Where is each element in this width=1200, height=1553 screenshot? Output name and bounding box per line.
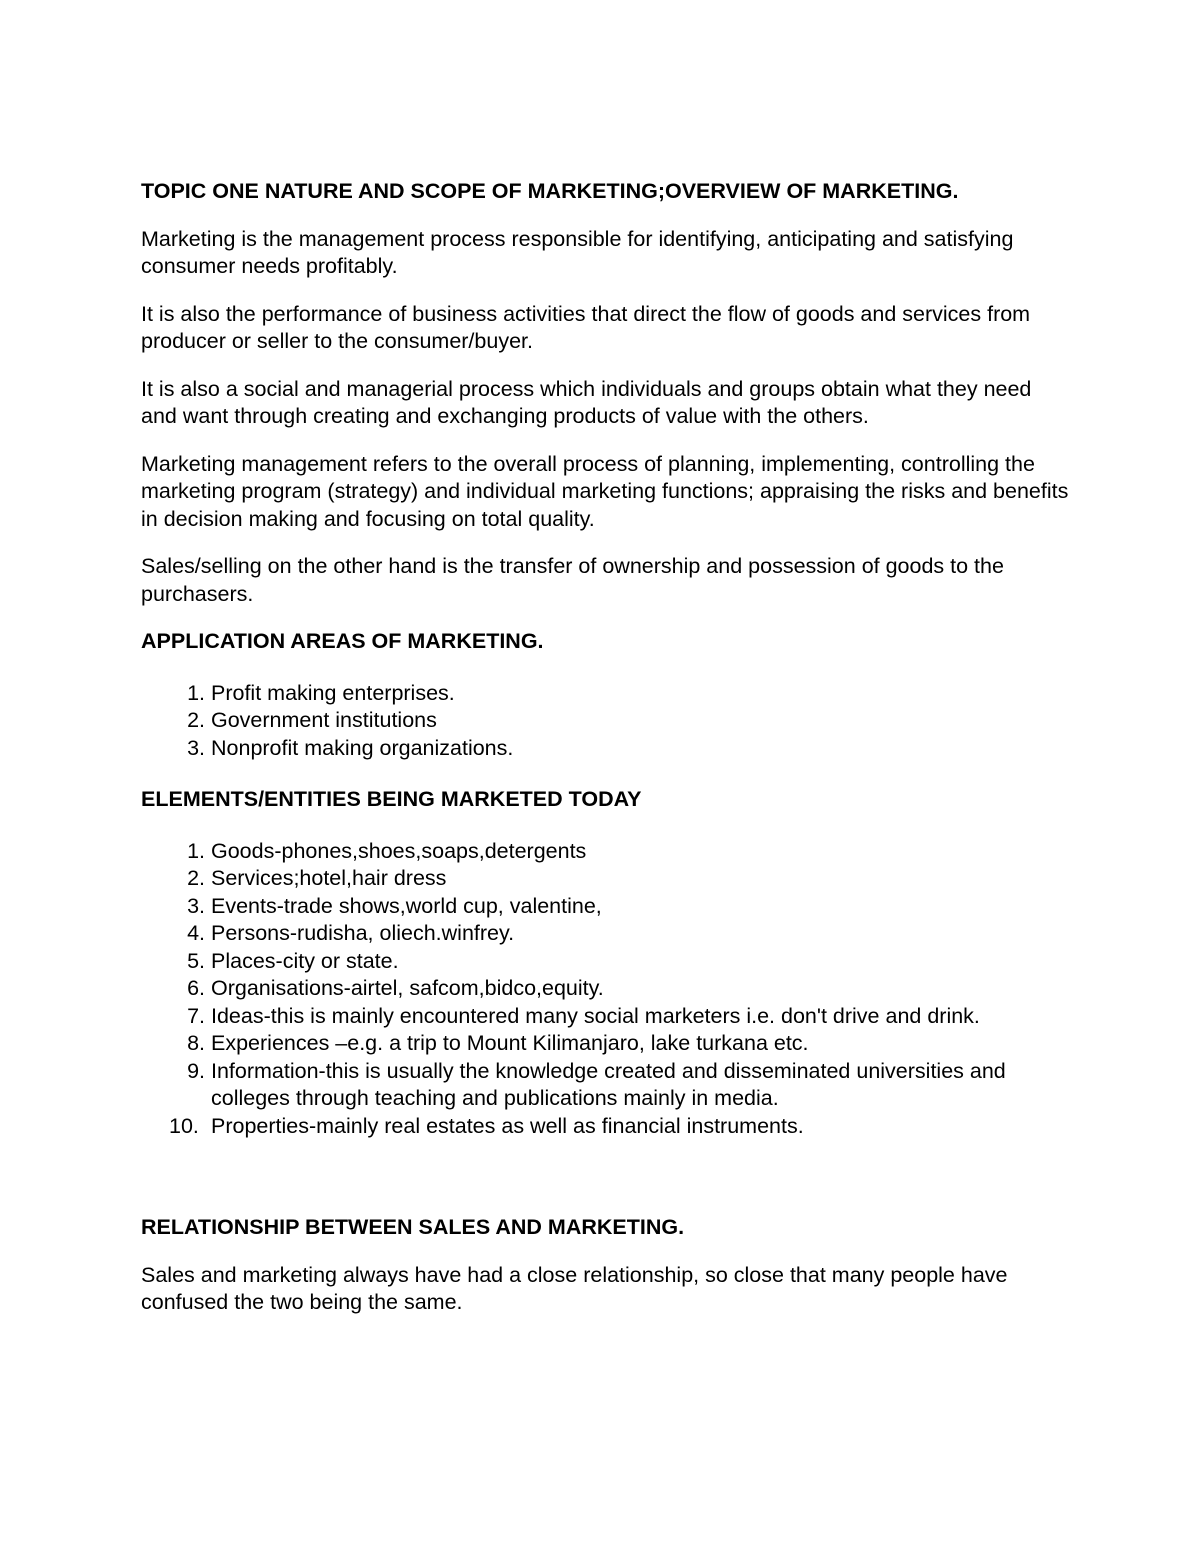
paragraph-sales-marketing: Sales and marketing always have had a close relationship, so close that many people have confused the two being the same. [141, 1262, 1008, 1314]
list-item [141, 1003, 1071, 1031]
paragraph-social-process: It is also a social and managerial process which individuals and groups obtain what they need and want through creating and exchanging products of value with the others. [141, 376, 1032, 428]
list-number: 6. [187, 976, 205, 1000]
section-title-application-areas: APPLICATION AREAS OF MARKETING. [141, 629, 544, 653]
list-item-text: Government institutions [211, 708, 437, 732]
document-page [141, 178, 1071, 1317]
list-item-text: Nonprofit making organizations. [211, 735, 514, 760]
list-item-text: Experiences –e.g. a trip to Mount Kilimanjaro, lake turkana etc. [211, 1031, 809, 1055]
list-item-text: Events-trade shows,world cup, valentine, [211, 893, 602, 918]
paragraph-sales-selling: Sales/selling on the other hand is the transfer of ownership and possession of goods to the purchasers. [141, 554, 1004, 606]
list-item-text: Organisations-airtel, safcom,bidco,equity. [211, 976, 604, 1000]
list-item [141, 680, 1071, 708]
paragraph-marketing-management: Marketing management refers to the overall process of planning, implementing, controlling the marketing program (strategy) and individual marketing functions; appraising the risks and benefits in decision making and focusing on total quality. [141, 451, 1069, 531]
list-number: 8. [187, 1031, 205, 1055]
list-item [141, 975, 1071, 1003]
list-number: 5. [187, 948, 205, 973]
list-number: 3. [187, 735, 205, 760]
list-item [141, 735, 1071, 763]
section-title-sales-marketing-relationship: RELATIONSHIP BETWEEN SALES AND MARKETING. [141, 1215, 685, 1239]
list-item-text: Ideas-this is mainly encountered many social marketers i.e. don't drive and drink. [211, 1003, 980, 1028]
list-item-text: Profit making enterprises. [211, 680, 455, 705]
section-title-elements-entities: ELEMENTS/ENTITIES BEING MARKETED TODAY [141, 787, 642, 811]
list-item [141, 865, 1071, 893]
list-number: 7. [187, 1003, 205, 1028]
section-title-overview: TOPIC ONE NATURE AND SCOPE OF MARKETING;OVERVIEW OF MARKETING. [141, 179, 959, 203]
list-item [141, 1113, 1071, 1141]
application-areas-list [141, 680, 1071, 763]
elements-entities-list [141, 838, 1071, 1141]
list-item [141, 1058, 1071, 1113]
list-item [141, 838, 1071, 866]
list-item-text: Properties-mainly real estates as well as financial instruments. [211, 1113, 804, 1138]
list-number: 1. [187, 680, 205, 705]
list-item-text: Goods-phones,shoes,soaps,detergents [211, 838, 587, 863]
paragraph-business-activities: It is also the performance of business activities that direct the flow of goods and services from producer or seller to the consumer/buyer. [141, 301, 1031, 353]
list-number: 4. [187, 921, 205, 945]
list-item [141, 707, 1071, 735]
list-item [141, 893, 1071, 921]
list-item-text: Persons-rudisha, oliech.winfrey. [211, 921, 515, 945]
list-item-text: Services;hotel,hair dress [211, 866, 447, 890]
list-number: 9. [187, 1058, 205, 1083]
list-item-text: Information-this is usually the knowledge created and disseminated universities and colleges through teaching and publications mainly in media. [211, 1058, 1006, 1110]
list-item [141, 948, 1071, 976]
list-item-text: Places-city or state. [211, 948, 399, 973]
list-number: 1. [187, 838, 205, 863]
list-number: 2. [187, 866, 205, 890]
paragraph-marketing-definition: Marketing is the management process responsible for identifying, anticipating and satisfying consumer needs profitably. [141, 226, 1014, 278]
list-item [141, 1030, 1071, 1058]
list-number: 2. [187, 708, 205, 732]
list-number: 3. [187, 893, 205, 918]
list-item [141, 920, 1071, 948]
list-number: 10. [169, 1113, 199, 1138]
